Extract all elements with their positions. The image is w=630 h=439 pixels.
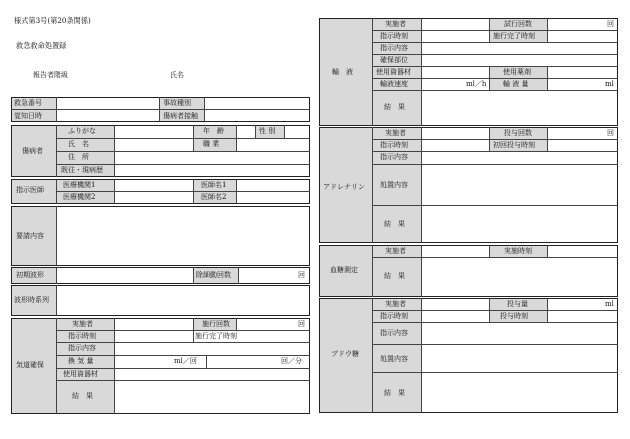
reporter-name-label: 氏名 [170,71,184,79]
infusion-equipment-label: 使用資器材 [376,68,411,76]
reporter-rank-label: 報告者階級 [33,71,68,79]
glucose-treatment-label: 処置内容 [380,355,408,363]
infusion-site-label: 確保部位 [380,56,408,64]
doctor1-label: 医師名1 [201,181,227,189]
infusion-volume-unit: ml [605,80,614,88]
airway-instruction-time-label: 指示時刻 [68,332,96,340]
glucose-implementer-label: 実施者 [385,300,406,308]
ventilation-rate-unit: 回／分 [281,357,302,365]
glucose-test-time-label: 実施時刻 [504,247,532,255]
patient-section-label: 傷病者 [22,147,43,155]
glucose-instruction-content-label: 指示内容 [380,329,408,337]
form-number: 様式第3号(第20条関係) [14,16,91,25]
airway-result-label: 結 果 [72,392,93,400]
doctor2-label: 医師名2 [201,193,227,201]
facility1-label: 医療機関1 [63,181,96,189]
adrenaline-instruction-content-label: 指示内容 [380,153,408,161]
adrenaline-section-label: アドレナリン [323,183,365,191]
infusion-result-label: 結 果 [384,103,405,111]
address-label: 住 所 [68,153,89,161]
defibrillation-count-label: 除細動回数 [196,271,231,279]
ventilation-volume-label: 換 気 量 [68,357,94,365]
initial-waveform-label: 初期波形 [16,271,44,279]
emergency-number-label: 救急番号 [14,99,42,107]
patient-name-label: 氏 名 [68,140,89,148]
adrenaline-dose-count-label: 投与回数 [504,129,532,137]
glucose-dose-time-label: 投与時刻 [500,312,528,320]
facility2-label: 医療機関2 [63,193,96,201]
defibrillation-unit: 回 [298,271,305,279]
sex-label: 性 別 [259,127,276,135]
infusion-implementer-label: 実施者 [385,20,406,28]
airway-implementer-label: 実施者 [72,320,93,328]
airway-attempt-count-label: 施行回数 [202,320,230,328]
infusion-section-label: 輸 液 [332,68,353,76]
ventilation-unit: ml／回 [174,357,197,365]
adrenaline-instruction-time-label: 指示時刻 [380,141,408,149]
patient-contact-label: 傷病者接触 [163,112,198,120]
adrenaline-first-dose-time-label: 初回投与時刻 [493,141,535,149]
infusion-drug-label: 使用薬剤 [503,68,531,76]
age-label: 年 齢 [203,127,224,135]
request-content-label: 要請内容 [16,232,44,240]
airway-attempt-unit: 回 [298,320,305,328]
infusion-volume-label: 輸 液 量 [503,80,529,88]
waveform-series-label: 波形時系列 [14,296,49,304]
infusion-instruction-content-label: 指示内容 [380,44,408,52]
airway-completion-time-label: 施行完了時刻 [195,332,237,340]
infusion-speed-unit: ml／h [466,80,487,88]
glucose-test-implementer-label: 実施者 [385,247,406,255]
infusion-instruction-time-label: 指示時刻 [380,32,408,40]
adrenaline-implementer-label: 実施者 [385,129,406,137]
glucose-dose-label: 投与量 [507,300,528,308]
adrenaline-result-label: 結 果 [384,220,405,228]
glucose-test-result-label: 結 果 [384,272,405,280]
furigana-label: ふりがな [68,127,96,135]
history-label: 既往・現病歴 [61,166,103,174]
adrenaline-dose-unit: 回 [607,129,614,137]
glucose-dose-unit: ml [605,300,614,308]
infusion-trial-unit: 回 [607,20,614,28]
airway-instruction-content-label: 指示内容 [68,344,96,352]
directing-doctor-label: 指示医師 [16,186,44,194]
infusion-speed-label: 輸液速度 [380,80,408,88]
infusion-completion-time-label: 施行完了時刻 [493,32,535,40]
occupation-label: 職 業 [203,140,220,148]
awareness-time-label: 覚知日時 [14,112,42,120]
glucose-section-label: ブドウ糖 [331,350,359,358]
glucose-result-label: 結 果 [384,389,405,397]
infusion-trial-count-label: 試行回数 [504,20,532,28]
airway-section-label: 気道確保 [16,361,44,369]
airway-equipment-label: 使用資器材 [63,370,98,378]
form-title: 救急救命処置録 [16,41,67,50]
glucose-test-section-label: 血糖測定 [330,266,358,274]
glucose-instruction-time-label: 指示時刻 [380,312,408,320]
incident-type-label: 事故種別 [163,99,191,107]
adrenaline-treatment-label: 処置内容 [380,181,408,189]
